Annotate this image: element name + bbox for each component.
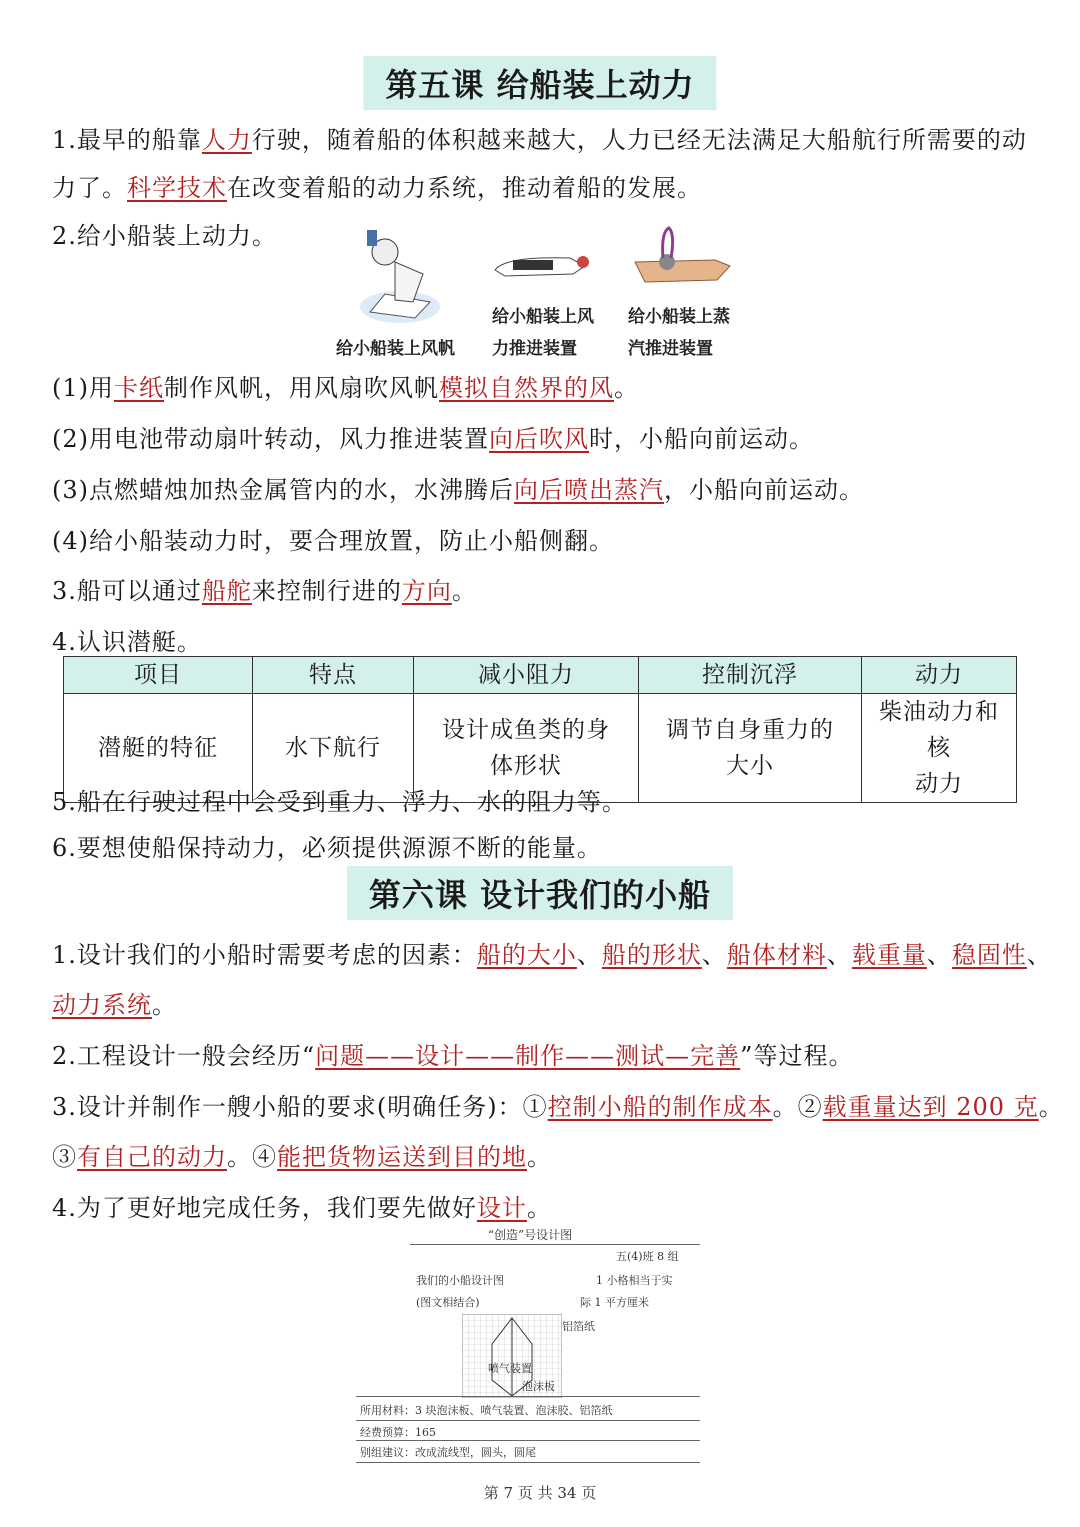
table-header: 控制沉浮 — [639, 657, 862, 694]
l6-para1-line2: 动力系统。 — [52, 991, 177, 1019]
l5-para6: 6.要想使船保持动力，必须提供源源不断的能量。 — [52, 834, 602, 862]
l6-para3-line2: ③有自己的动力。④能把货物运送到目的地。 — [52, 1143, 552, 1171]
caption-steam-2: 汽推进装置 — [628, 339, 713, 359]
l5-para5: 5.船在行驶过程中会受到重力、浮力、水的阻力等。 — [52, 788, 627, 816]
table-cell: 设计成鱼类的身 体形状 — [414, 694, 639, 803]
submarine-table — [63, 656, 1017, 803]
table-header-row — [64, 657, 1017, 694]
design-right2: 际 1 平方厘米 — [580, 1296, 649, 1309]
caption-sail: 给小船装上风帆 — [336, 339, 455, 359]
wind-boat-illustration — [495, 256, 589, 276]
l5-para1-line1: 1.最早的船靠人力行驶，随着船的体积越来越大，人力已经无法满足大船航行所需要的动 — [52, 126, 1027, 154]
table-header: 项目 — [64, 657, 253, 694]
design-heading: “创造”号设计图 — [487, 1228, 573, 1242]
lesson5-title: 第五课 给船装上动力 — [363, 56, 716, 110]
caption-wind-2: 力推进装置 — [492, 339, 577, 359]
lesson6-title: 第六课 设计我们的小船 — [347, 866, 733, 920]
l5-para3: 3.船可以通过船舵来控制行进的方向。 — [52, 577, 477, 605]
l5-step2: (2)用电池带动扇叶转动，风力推进装置向后吹风时，小船向前运动。 — [52, 425, 814, 453]
table-cell: 调节自身重力的 大小 — [639, 694, 862, 803]
table-header: 特点 — [253, 657, 414, 694]
label-foil: 铝箔纸 — [562, 1320, 595, 1333]
table-cell: 潜艇的特征 — [64, 694, 253, 803]
design-group: 五(4)班 8 组 — [616, 1250, 679, 1263]
l5-step4: (4)给小船装动力时，要合理放置，防止小船侧翻。 — [52, 527, 614, 555]
label-jet: 喷气装置 — [488, 1362, 532, 1375]
l6-para4: 4.为了更好地完成任务，我们要先做好设计。 — [52, 1194, 552, 1222]
l5-step3: (3)点燃蜡烛加热金属管内的水，水沸腾后向后喷出蒸汽，小船向前运动。 — [52, 476, 864, 504]
page-footer: 第 7 页 共 34 页 — [483, 1484, 597, 1502]
design-budget: 经费预算：165 — [360, 1426, 436, 1439]
l6-para3-line1: 3.设计并制作一艘小船的要求(明确任务)：①控制小船的制作成本。②载重量达到 200 克。 — [52, 1093, 1064, 1121]
design-left1: 我们的小船设计图 — [416, 1274, 504, 1287]
design-left2: (图文相结合) — [416, 1296, 480, 1309]
l5-para2: 2.给小船装上动力。 — [52, 222, 277, 250]
label-foam: 泡沫板 — [522, 1380, 555, 1393]
table-header: 减小阻力 — [414, 657, 639, 694]
l5-step1: (1)用卡纸制作风帆，用风扇吹风帆模拟自然界的风。 — [52, 374, 639, 402]
caption-steam-1: 给小船装上蒸 — [628, 307, 730, 327]
l5-para1-line2: 力了。科学技术在改变着船的动力系统，推动着船的发展。 — [52, 174, 702, 202]
l6-para1-line1: 1.设计我们的小船时需要考虑的因素：船的大小、船的形状、船体材料、载重量、稳固性、 — [52, 941, 1052, 969]
steam-boat-illustration — [635, 228, 730, 282]
sail-boat-illustration — [360, 230, 440, 323]
design-drawing — [350, 1226, 710, 1466]
table-cell: 柴油动力和核 动力 — [862, 694, 1017, 803]
table-header: 动力 — [862, 657, 1017, 694]
table-cell: 水下航行 — [253, 694, 414, 803]
l5-para4: 4.认识潜艇。 — [52, 628, 202, 656]
design-materials: 所用材料：3 块泡沫板、喷气装置、泡沫胶、铝箔纸 — [360, 1404, 613, 1417]
design-right1: 1 小格相当于实 — [596, 1274, 673, 1287]
design-suggest: 别组建议：改成流线型，圆头，圆尾 — [360, 1446, 536, 1459]
l6-para2: 2.工程设计一般会经历“问题——设计——制作——测试—完善”等过程。 — [52, 1042, 854, 1070]
caption-wind-1: 给小船装上风 — [492, 307, 594, 327]
